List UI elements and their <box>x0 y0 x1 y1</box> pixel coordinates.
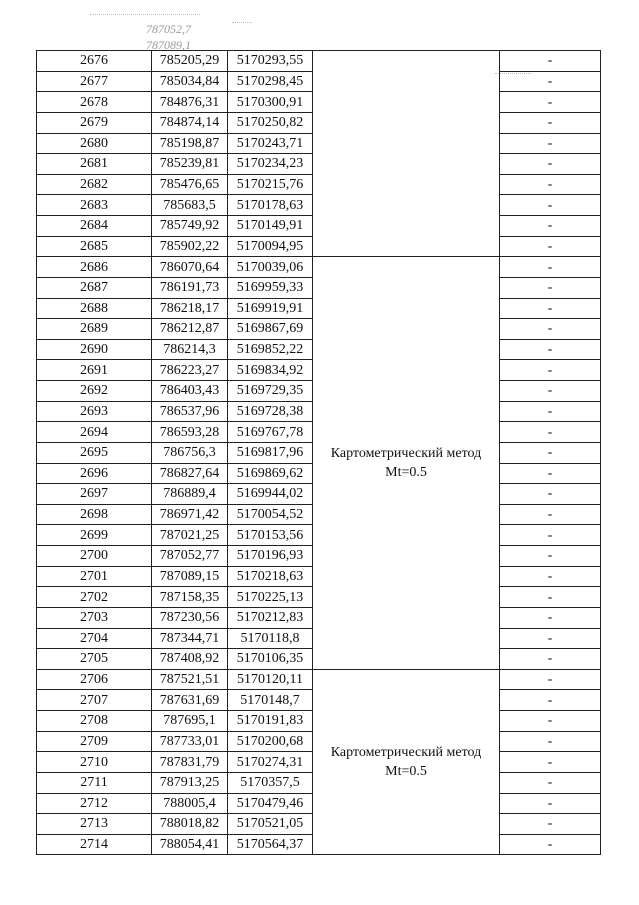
coordinate-x: 787230,56 <box>152 607 228 628</box>
coordinate-y: 5170120,11 <box>228 669 313 690</box>
point-number: 2696 <box>37 463 152 484</box>
coordinate-y: 5170191,83 <box>228 711 313 732</box>
accuracy-dash: - <box>500 731 601 752</box>
coordinate-x: 787695,1 <box>152 711 228 732</box>
accuracy-dash: - <box>500 92 601 113</box>
coordinate-y: 5170274,31 <box>228 752 313 773</box>
coordinate-y: 5169852,22 <box>228 339 313 360</box>
coordinate-y: 5170039,06 <box>228 257 313 278</box>
coordinate-y: 5170218,63 <box>228 566 313 587</box>
point-number: 2713 <box>37 814 152 835</box>
coordinate-y: 5170225,13 <box>228 587 313 608</box>
point-number: 2710 <box>37 752 152 773</box>
coordinate-y: 5170178,63 <box>228 195 313 216</box>
point-number: 2687 <box>37 277 152 298</box>
accuracy-dash: - <box>500 174 601 195</box>
accuracy-dash: - <box>500 236 601 257</box>
coordinate-x: 788005,4 <box>152 793 228 814</box>
accuracy-dash: - <box>500 814 601 835</box>
point-number: 2708 <box>37 711 152 732</box>
point-number: 2703 <box>37 607 152 628</box>
coordinates-table <box>36 50 601 855</box>
coordinate-x: 786212,87 <box>152 319 228 340</box>
coordinate-x: 785205,29 <box>152 51 228 72</box>
coordinates-table-body <box>37 51 601 855</box>
point-number: 2704 <box>37 628 152 649</box>
accuracy-dash: - <box>500 793 601 814</box>
point-number: 2691 <box>37 360 152 381</box>
method-cell <box>313 669 500 855</box>
point-number: 2689 <box>37 319 152 340</box>
coordinate-y: 5170250,82 <box>228 112 313 133</box>
accuracy-dash: - <box>500 216 601 237</box>
coordinate-x: 786218,17 <box>152 298 228 319</box>
accuracy-dash: - <box>500 360 601 381</box>
coordinate-y: 5169959,33 <box>228 277 313 298</box>
table-row <box>37 257 601 278</box>
point-number: 2684 <box>37 216 152 237</box>
table-row <box>37 669 601 690</box>
point-number: 2690 <box>37 339 152 360</box>
point-number: 2701 <box>37 566 152 587</box>
coordinate-y: 5170149,91 <box>228 216 313 237</box>
accuracy-dash: - <box>500 566 601 587</box>
point-number: 2685 <box>37 236 152 257</box>
coordinate-x: 787158,35 <box>152 587 228 608</box>
accuracy-dash: - <box>500 834 601 855</box>
point-number: 2697 <box>37 484 152 505</box>
accuracy-dash: - <box>500 525 601 546</box>
point-number: 2712 <box>37 793 152 814</box>
accuracy-dash: - <box>500 195 601 216</box>
point-number: 2694 <box>37 422 152 443</box>
coordinate-x: 787052,77 <box>152 546 228 567</box>
accuracy-dash: - <box>500 752 601 773</box>
point-number: 2706 <box>37 669 152 690</box>
point-number: 2682 <box>37 174 152 195</box>
point-number: 2707 <box>37 690 152 711</box>
previous-page-remnant <box>140 18 290 54</box>
coordinate-x: 785749,92 <box>152 216 228 237</box>
point-number: 2709 <box>37 731 152 752</box>
accuracy-dash: - <box>500 484 601 505</box>
accuracy-dash: - <box>500 112 601 133</box>
point-number: 2683 <box>37 195 152 216</box>
method-accuracy: Mt=0.5 <box>385 465 427 480</box>
coordinate-x: 786223,27 <box>152 360 228 381</box>
coordinate-y: 5170357,5 <box>228 772 313 793</box>
coordinate-x: 787733,01 <box>152 731 228 752</box>
coordinate-x: 786070,64 <box>152 257 228 278</box>
point-number: 2677 <box>37 71 152 92</box>
coordinate-y: 5170293,55 <box>228 51 313 72</box>
coordinate-y: 5169817,96 <box>228 442 313 463</box>
coordinate-y: 5170118,8 <box>228 628 313 649</box>
accuracy-dash: - <box>500 71 601 92</box>
coordinate-x: 786593,28 <box>152 422 228 443</box>
coordinate-x: 785034,84 <box>152 71 228 92</box>
coordinate-x: 786403,43 <box>152 381 228 402</box>
accuracy-dash: - <box>500 154 601 175</box>
accuracy-dash: - <box>500 546 601 567</box>
coordinate-y: 5170200,68 <box>228 731 313 752</box>
coordinate-x: 786971,42 <box>152 504 228 525</box>
coordinate-x: 785902,22 <box>152 236 228 257</box>
coordinate-x: 787913,25 <box>152 772 228 793</box>
coordinate-y: 5170106,35 <box>228 649 313 670</box>
coordinate-y: 5170148,7 <box>228 690 313 711</box>
coordinate-y: 5170054,52 <box>228 504 313 525</box>
method-label: Картометрический метод <box>330 745 482 761</box>
point-number: 2681 <box>37 154 152 175</box>
accuracy-dash: - <box>500 711 601 732</box>
accuracy-dash: - <box>500 607 601 628</box>
accuracy-dash: - <box>500 133 601 154</box>
coordinate-x: 785198,87 <box>152 133 228 154</box>
coordinate-y: 5169729,35 <box>228 381 313 402</box>
coordinate-y: 5169767,78 <box>228 422 313 443</box>
point-number: 2693 <box>37 401 152 422</box>
coordinate-x: 787831,79 <box>152 752 228 773</box>
accuracy-dash: - <box>500 649 601 670</box>
accuracy-dash: - <box>500 51 601 72</box>
accuracy-dash: - <box>500 339 601 360</box>
table-row <box>37 51 601 72</box>
coordinate-y: 5169867,69 <box>228 319 313 340</box>
accuracy-dash: - <box>500 669 601 690</box>
method-label: Картометрический метод <box>330 446 482 461</box>
point-number: 2698 <box>37 504 152 525</box>
point-number: 2699 <box>37 525 152 546</box>
coordinate-x: 786191,73 <box>152 277 228 298</box>
accuracy-dash: - <box>500 463 601 484</box>
accuracy-dash: - <box>500 628 601 649</box>
coordinate-y: 5170300,91 <box>228 92 313 113</box>
accuracy-dash: - <box>500 690 601 711</box>
coordinate-x: 787344,71 <box>152 628 228 649</box>
point-number: 2678 <box>37 92 152 113</box>
point-number: 2714 <box>37 834 152 855</box>
point-number: 2679 <box>37 112 152 133</box>
method-cell <box>313 51 500 257</box>
coordinate-y: 5170234,23 <box>228 154 313 175</box>
point-number: 2705 <box>37 649 152 670</box>
coordinate-y: 5169919,91 <box>228 298 313 319</box>
scan-artifact-line <box>232 22 252 23</box>
accuracy-dash: - <box>500 772 601 793</box>
point-number: 2700 <box>37 546 152 567</box>
point-number: 2695 <box>37 442 152 463</box>
coordinate-y: 5170298,45 <box>228 71 313 92</box>
coordinate-y: 5170215,76 <box>228 174 313 195</box>
coordinate-x: 785476,65 <box>152 174 228 195</box>
coordinate-x: 787089,15 <box>152 566 228 587</box>
accuracy-dash: - <box>500 504 601 525</box>
remnant-line-2: 787089,1 <box>146 38 191 52</box>
coordinate-x: 786827,64 <box>152 463 228 484</box>
accuracy-dash: - <box>500 587 601 608</box>
coordinate-y: 5170153,56 <box>228 525 313 546</box>
accuracy-dash: - <box>500 257 601 278</box>
accuracy-dash: - <box>500 401 601 422</box>
coordinate-x: 787521,51 <box>152 669 228 690</box>
method-accuracy: Mt=0.5 <box>385 764 427 780</box>
coordinate-x: 786889,4 <box>152 484 228 505</box>
coordinate-x: 787021,25 <box>152 525 228 546</box>
accuracy-dash: - <box>500 277 601 298</box>
coordinate-y: 5170479,46 <box>228 793 313 814</box>
coordinate-y: 5169944,02 <box>228 484 313 505</box>
accuracy-dash: - <box>500 381 601 402</box>
accuracy-dash: - <box>500 298 601 319</box>
point-number: 2711 <box>37 772 152 793</box>
coordinate-x: 786756,3 <box>152 442 228 463</box>
point-number: 2702 <box>37 587 152 608</box>
coordinate-x: 784876,31 <box>152 92 228 113</box>
coordinate-x: 786537,96 <box>152 401 228 422</box>
coordinate-x: 787408,92 <box>152 649 228 670</box>
coordinate-y: 5170243,71 <box>228 133 313 154</box>
coordinate-y: 5169728,38 <box>228 401 313 422</box>
point-number: 2680 <box>37 133 152 154</box>
coordinate-y: 5170094,95 <box>228 236 313 257</box>
coordinate-x: 786214,3 <box>152 339 228 360</box>
coordinate-y: 5170212,83 <box>228 607 313 628</box>
accuracy-dash: - <box>500 442 601 463</box>
coordinate-x: 788054,41 <box>152 834 228 855</box>
coordinate-x: 784874,14 <box>152 112 228 133</box>
scan-artifact-line <box>90 14 200 15</box>
coordinate-y: 5170521,05 <box>228 814 313 835</box>
coordinate-y: 5169834,92 <box>228 360 313 381</box>
point-number: 2676 <box>37 51 152 72</box>
point-number: 2686 <box>37 257 152 278</box>
coordinate-x: 787631,69 <box>152 690 228 711</box>
remnant-line-1: 787052,7 <box>146 22 191 36</box>
method-cell <box>313 257 500 670</box>
point-number: 2692 <box>37 381 152 402</box>
coordinate-y: 5169869,62 <box>228 463 313 484</box>
accuracy-dash: - <box>500 422 601 443</box>
accuracy-dash: - <box>500 319 601 340</box>
coordinate-y: 5170196,93 <box>228 546 313 567</box>
coordinate-x: 785239,81 <box>152 154 228 175</box>
coordinate-x: 788018,82 <box>152 814 228 835</box>
point-number: 2688 <box>37 298 152 319</box>
coordinate-y: 5170564,37 <box>228 834 313 855</box>
coordinate-x: 785683,5 <box>152 195 228 216</box>
